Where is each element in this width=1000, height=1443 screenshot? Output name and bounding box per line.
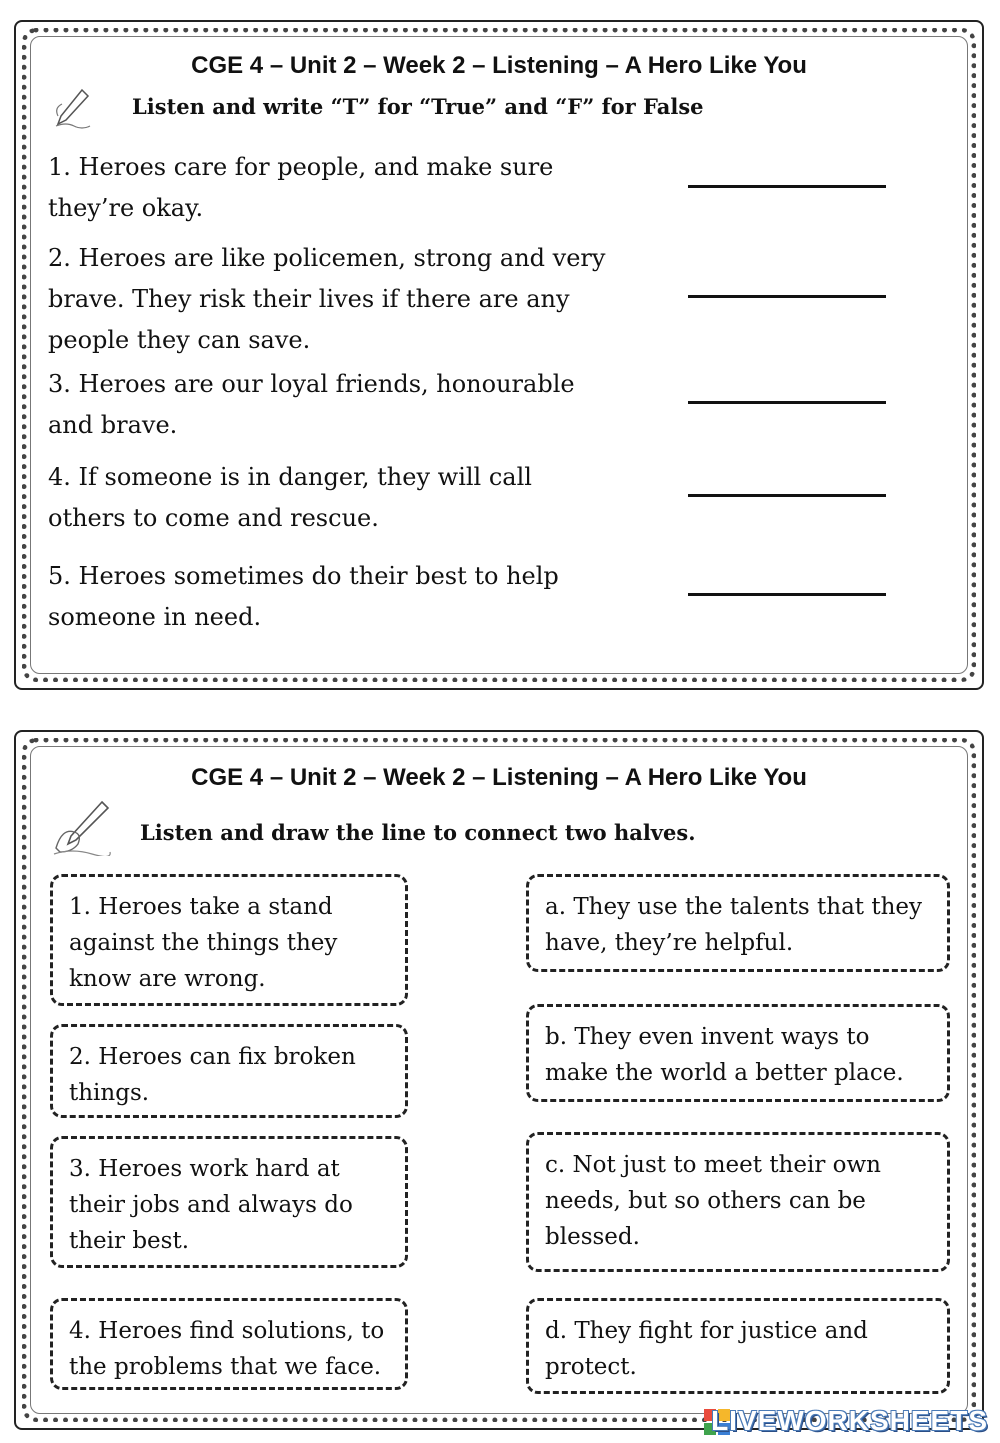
tf-answer-line-4[interactable]: [688, 494, 886, 497]
tf-answer-line-3[interactable]: [688, 401, 886, 404]
match-left-3[interactable]: 3. Heroes work hard at their jobs and always do their best.: [50, 1136, 408, 1268]
liveworksheets-watermark: LIVEWORKSHEETS: [711, 1405, 988, 1436]
tf-question-3: 3. Heroes are our loyal friends, honourable and brave.: [48, 370, 575, 439]
match-right-a[interactable]: a. They use the talents that they have, they’re helpful.: [526, 874, 950, 972]
match-left-2[interactable]: 2. Heroes can fix broken things.: [50, 1024, 408, 1118]
tf-answer-line-5[interactable]: [688, 593, 886, 596]
match-left-4[interactable]: 4. Heroes find solutions, to the problems that we face.: [50, 1298, 408, 1390]
true-false-panel: [14, 20, 984, 690]
tf-question-1: 1. Heroes care for people, and make sure they’re okay.: [48, 153, 554, 222]
tf-answer-line-1[interactable]: [688, 185, 886, 188]
tf-question-4: 4. If someone is in danger, they will call others to come and rescue.: [48, 463, 532, 532]
section1-title: CGE 4 – Unit 2 – Week 2 – Listening – A Hero Like You: [191, 52, 807, 79]
matching-panel: [14, 730, 984, 1430]
tf-question-2: 2. Heroes are like policemen, strong and very brave. They risk their lives if there are any people they can save.: [48, 244, 606, 354]
match-right-b[interactable]: b. They even invent ways to make the world a better place.: [526, 1004, 950, 1102]
match-right-d[interactable]: d. They fight for justice and protect.: [526, 1298, 950, 1394]
tf-answer-line-2[interactable]: [688, 295, 886, 298]
section2-instruction: Listen and draw the line to connect two halves.: [140, 820, 696, 845]
section1-instruction: Listen and write “T” for “True” and “F” for False: [132, 94, 704, 119]
tf-question-5: 5. Heroes sometimes do their best to help someone in need.: [48, 562, 559, 631]
pencil-icon: [52, 86, 92, 130]
section2-title: CGE 4 – Unit 2 – Week 2 – Listening – A Hero Like You: [191, 764, 807, 791]
hand-writing-icon: [52, 798, 112, 856]
match-left-1[interactable]: 1. Heroes take a stand against the things they know are wrong.: [50, 874, 408, 1006]
match-right-c[interactable]: c. Not just to meet their own needs, but so others can be blessed.: [526, 1132, 950, 1272]
